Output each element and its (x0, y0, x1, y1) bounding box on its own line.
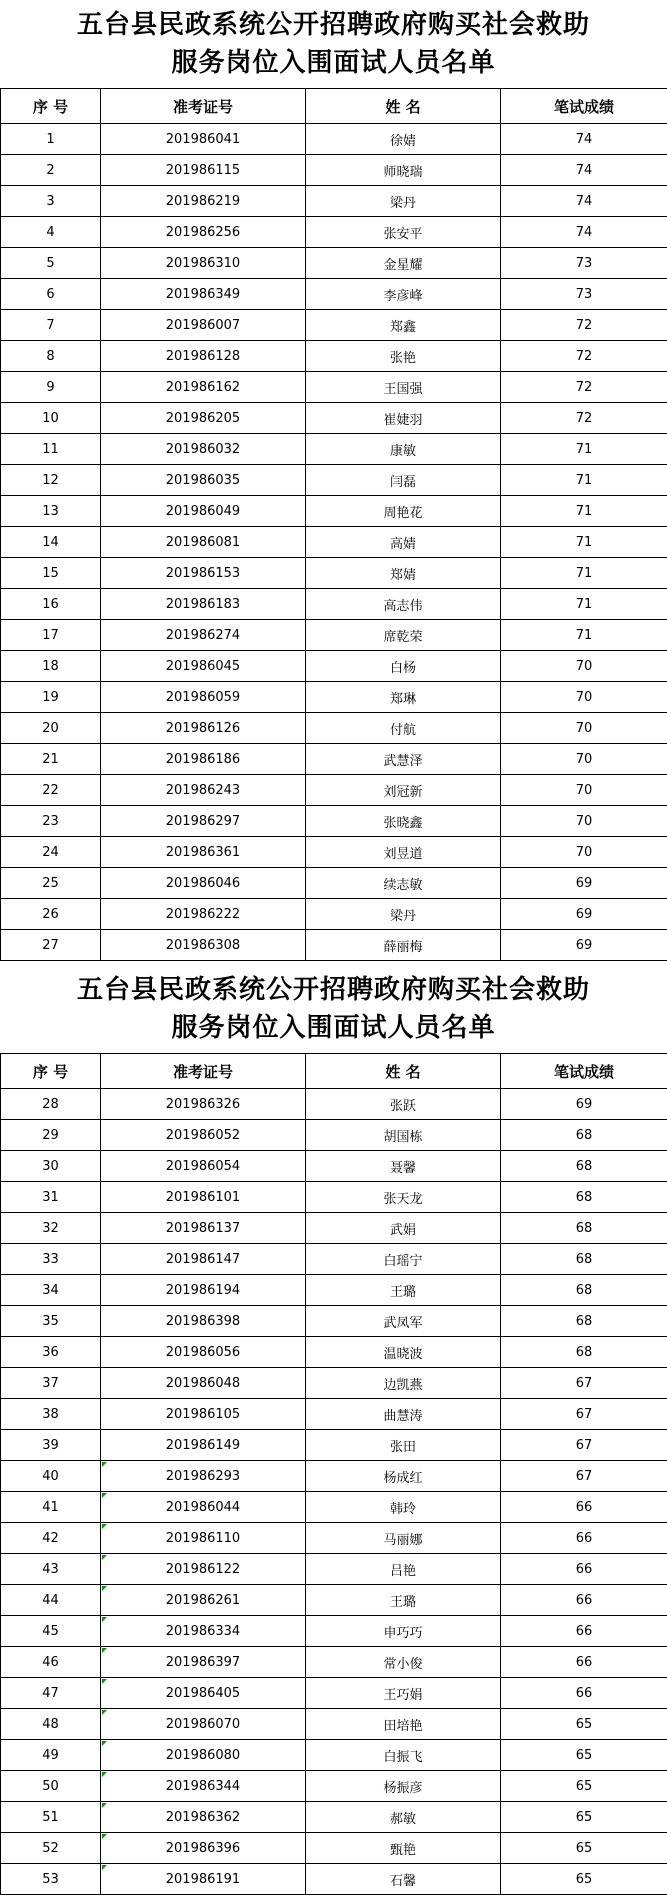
cell-name: 席乾荣 (306, 620, 501, 651)
header-exam-id: 准考证号 (101, 89, 306, 124)
cell-exam-id: 201986128 (101, 341, 306, 372)
document-title (0, 0, 667, 88)
header-exam-id: 准考证号 (101, 1054, 306, 1089)
table-row (1, 589, 667, 620)
cell-score: 70 (501, 651, 667, 682)
cell-seq: 15 (1, 558, 101, 589)
section-2 (0, 965, 667, 1895)
cell-seq: 8 (1, 341, 101, 372)
cell-exam-id: 201986297 (101, 806, 306, 837)
cell-seq: 27 (1, 930, 101, 961)
cell-exam-id: 201986256 (101, 217, 306, 248)
document-title (0, 965, 667, 1053)
cell-score: 72 (501, 372, 667, 403)
cell-name: 刘昱道 (306, 837, 501, 868)
cell-seq: 32 (1, 1213, 101, 1244)
table-row (1, 1492, 667, 1523)
cell-seq: 33 (1, 1244, 101, 1275)
cell-score: 72 (501, 341, 667, 372)
cell-seq: 23 (1, 806, 101, 837)
cell-seq: 25 (1, 868, 101, 899)
cell-exam-id: 201986126 (101, 713, 306, 744)
cell-score: 74 (501, 124, 667, 155)
cell-exam-id: 201986162 (101, 372, 306, 403)
cell-exam-id: 201986115 (101, 155, 306, 186)
cell-seq: 50 (1, 1771, 101, 1802)
cell-seq: 45 (1, 1616, 101, 1647)
cell-seq: 39 (1, 1430, 101, 1461)
cell-seq: 18 (1, 651, 101, 682)
cell-exam-id: 201986054 (101, 1151, 306, 1182)
cell-exam-id: 201986070 (101, 1709, 306, 1740)
cell-seq: 30 (1, 1151, 101, 1182)
cell-score: 66 (501, 1554, 667, 1585)
cell-name: 金星耀 (306, 248, 501, 279)
cell-seq: 44 (1, 1585, 101, 1616)
table-row (1, 1771, 667, 1802)
cell-score: 69 (501, 868, 667, 899)
cell-seq: 37 (1, 1368, 101, 1399)
cell-seq: 2 (1, 155, 101, 186)
cell-seq: 51 (1, 1802, 101, 1833)
cell-exam-id: 201986052 (101, 1120, 306, 1151)
cell-seq: 14 (1, 527, 101, 558)
cell-score: 67 (501, 1399, 667, 1430)
cell-name: 张艳 (306, 341, 501, 372)
cell-seq: 29 (1, 1120, 101, 1151)
cell-seq: 21 (1, 744, 101, 775)
cell-seq: 41 (1, 1492, 101, 1523)
cell-name: 李彦峰 (306, 279, 501, 310)
cell-score: 66 (501, 1492, 667, 1523)
table-row (1, 1399, 667, 1430)
cell-score: 67 (501, 1430, 667, 1461)
cell-name: 梁丹 (306, 186, 501, 217)
header-name: 姓 名 (306, 89, 501, 124)
table-row (1, 496, 667, 527)
cell-exam-id: 201986056 (101, 1337, 306, 1368)
cell-score: 71 (501, 589, 667, 620)
cell-name: 王巧娟 (306, 1678, 501, 1709)
title-line-1: 五台县民政系统公开招聘政府购买社会救助 (76, 975, 590, 1005)
table-row (1, 1089, 667, 1120)
cell-name: 康敏 (306, 434, 501, 465)
table-row (1, 1337, 667, 1368)
cell-score: 65 (501, 1802, 667, 1833)
table-row (1, 1709, 667, 1740)
cell-name: 崔婕羽 (306, 403, 501, 434)
header-name: 姓 名 (306, 1054, 501, 1089)
cell-exam-id: 201986274 (101, 620, 306, 651)
cell-score: 69 (501, 1089, 667, 1120)
table-row (1, 868, 667, 899)
cell-seq: 28 (1, 1089, 101, 1120)
cell-name: 边凯燕 (306, 1368, 501, 1399)
cell-score: 68 (501, 1182, 667, 1213)
cell-score: 71 (501, 465, 667, 496)
table-body (1, 124, 667, 961)
cell-name: 徐婧 (306, 124, 501, 155)
cell-score: 68 (501, 1120, 667, 1151)
table-row (1, 682, 667, 713)
cell-exam-id: 201986122 (101, 1554, 306, 1585)
cell-seq: 6 (1, 279, 101, 310)
cell-seq: 24 (1, 837, 101, 868)
cell-score: 68 (501, 1151, 667, 1182)
cell-exam-id: 201986194 (101, 1275, 306, 1306)
table-body (1, 1089, 667, 1895)
table-row (1, 1430, 667, 1461)
header-score: 笔试成绩 (501, 1054, 667, 1089)
cell-exam-id: 201986344 (101, 1771, 306, 1802)
cell-name: 武慧泽 (306, 744, 501, 775)
cell-score: 65 (501, 1864, 667, 1895)
cell-score: 68 (501, 1244, 667, 1275)
cell-score: 71 (501, 527, 667, 558)
cell-exam-id: 201986186 (101, 744, 306, 775)
cell-seq: 26 (1, 899, 101, 930)
cell-name: 王国强 (306, 372, 501, 403)
cell-name: 杨振彦 (306, 1771, 501, 1802)
cell-score: 66 (501, 1616, 667, 1647)
title-line-2: 服务岗位入围面试人员名单 (171, 1013, 496, 1043)
cell-exam-id: 201986046 (101, 868, 306, 899)
cell-name: 武娟 (306, 1213, 501, 1244)
table-row (1, 1802, 667, 1833)
cell-score: 66 (501, 1523, 667, 1554)
table-row (1, 1864, 667, 1895)
cell-seq: 13 (1, 496, 101, 527)
table-row (1, 403, 667, 434)
cell-name: 甄艳 (306, 1833, 501, 1864)
table-row (1, 1647, 667, 1678)
cell-exam-id: 201986398 (101, 1306, 306, 1337)
table-row (1, 620, 667, 651)
cell-seq: 47 (1, 1678, 101, 1709)
table-row (1, 155, 667, 186)
cell-seq: 9 (1, 372, 101, 403)
cell-score: 70 (501, 775, 667, 806)
table-row (1, 837, 667, 868)
title-line-1: 五台县民政系统公开招聘政府购买社会救助 (76, 10, 590, 40)
cell-seq: 11 (1, 434, 101, 465)
table-row (1, 372, 667, 403)
cell-exam-id: 201986326 (101, 1089, 306, 1120)
cell-score: 67 (501, 1368, 667, 1399)
cell-name: 武凤军 (306, 1306, 501, 1337)
header-seq: 序 号 (1, 89, 101, 124)
cell-score: 66 (501, 1647, 667, 1678)
table-row (1, 527, 667, 558)
cell-score: 71 (501, 620, 667, 651)
cell-score: 70 (501, 744, 667, 775)
cell-name: 白杨 (306, 651, 501, 682)
cell-seq: 3 (1, 186, 101, 217)
cell-name: 马丽娜 (306, 1523, 501, 1554)
cell-exam-id: 201986045 (101, 651, 306, 682)
cell-exam-id: 201986308 (101, 930, 306, 961)
cell-exam-id: 201986243 (101, 775, 306, 806)
cell-exam-id: 201986081 (101, 527, 306, 558)
table-row (1, 1554, 667, 1585)
cell-seq: 16 (1, 589, 101, 620)
table-row (1, 186, 667, 217)
cell-name: 张安平 (306, 217, 501, 248)
cell-name: 郝敏 (306, 1802, 501, 1833)
table-row (1, 1151, 667, 1182)
cell-exam-id: 201986041 (101, 124, 306, 155)
cell-exam-id: 201986397 (101, 1647, 306, 1678)
cell-seq: 7 (1, 310, 101, 341)
cell-exam-id: 201986310 (101, 248, 306, 279)
cell-exam-id: 201986153 (101, 558, 306, 589)
table-row (1, 651, 667, 682)
cell-seq: 48 (1, 1709, 101, 1740)
cell-seq: 38 (1, 1399, 101, 1430)
cell-exam-id: 201986035 (101, 465, 306, 496)
cell-name: 周艳花 (306, 496, 501, 527)
cell-name: 张跃 (306, 1089, 501, 1120)
cell-score: 70 (501, 806, 667, 837)
cell-score: 67 (501, 1461, 667, 1492)
cell-name: 梁丹 (306, 899, 501, 930)
table-row (1, 1275, 667, 1306)
table-row (1, 248, 667, 279)
candidate-table (0, 88, 667, 961)
cell-exam-id: 201986293 (101, 1461, 306, 1492)
cell-name: 张田 (306, 1430, 501, 1461)
cell-exam-id: 201986396 (101, 1833, 306, 1864)
table-row (1, 1523, 667, 1554)
cell-exam-id: 201986147 (101, 1244, 306, 1275)
cell-exam-id: 201986222 (101, 899, 306, 930)
cell-score: 71 (501, 434, 667, 465)
cell-exam-id: 201986049 (101, 496, 306, 527)
cell-name: 韩玲 (306, 1492, 501, 1523)
cell-score: 71 (501, 558, 667, 589)
cell-exam-id: 201986044 (101, 1492, 306, 1523)
cell-score: 68 (501, 1213, 667, 1244)
cell-exam-id: 201986048 (101, 1368, 306, 1399)
cell-exam-id: 201986110 (101, 1523, 306, 1554)
header-seq: 序 号 (1, 1054, 101, 1089)
cell-name: 闫磊 (306, 465, 501, 496)
cell-name: 郑琳 (306, 682, 501, 713)
table-row (1, 434, 667, 465)
cell-score: 69 (501, 930, 667, 961)
cell-name: 王璐 (306, 1585, 501, 1616)
cell-name: 王璐 (306, 1275, 501, 1306)
cell-score: 65 (501, 1833, 667, 1864)
cell-score: 70 (501, 682, 667, 713)
cell-name: 聂馨 (306, 1151, 501, 1182)
table-row (1, 1213, 667, 1244)
title-line-2: 服务岗位入围面试人员名单 (171, 48, 496, 78)
cell-name: 杨成红 (306, 1461, 501, 1492)
table-row (1, 899, 667, 930)
cell-name: 常小俊 (306, 1647, 501, 1678)
cell-exam-id: 201986059 (101, 682, 306, 713)
table-row (1, 217, 667, 248)
table-row (1, 341, 667, 372)
cell-exam-id: 201986149 (101, 1430, 306, 1461)
cell-exam-id: 201986205 (101, 403, 306, 434)
table-row (1, 558, 667, 589)
candidate-table (0, 1053, 667, 1895)
cell-seq: 35 (1, 1306, 101, 1337)
cell-seq: 10 (1, 403, 101, 434)
cell-name: 曲慧涛 (306, 1399, 501, 1430)
cell-name: 石馨 (306, 1864, 501, 1895)
cell-score: 65 (501, 1740, 667, 1771)
cell-exam-id: 201986405 (101, 1678, 306, 1709)
cell-name: 温晓波 (306, 1337, 501, 1368)
table-row (1, 1461, 667, 1492)
cell-score: 68 (501, 1337, 667, 1368)
table-row (1, 1678, 667, 1709)
cell-score: 66 (501, 1678, 667, 1709)
cell-name: 胡国栋 (306, 1120, 501, 1151)
table-row (1, 1368, 667, 1399)
cell-name: 薛丽梅 (306, 930, 501, 961)
cell-score: 73 (501, 279, 667, 310)
cell-score: 66 (501, 1585, 667, 1616)
cell-score: 74 (501, 186, 667, 217)
cell-seq: 31 (1, 1182, 101, 1213)
table-row (1, 1244, 667, 1275)
cell-seq: 52 (1, 1833, 101, 1864)
table-row (1, 775, 667, 806)
cell-exam-id: 201986101 (101, 1182, 306, 1213)
table-row (1, 713, 667, 744)
cell-seq: 49 (1, 1740, 101, 1771)
table-row (1, 806, 667, 837)
cell-score: 65 (501, 1771, 667, 1802)
cell-score: 74 (501, 155, 667, 186)
cell-seq: 5 (1, 248, 101, 279)
table-row (1, 279, 667, 310)
cell-score: 68 (501, 1306, 667, 1337)
cell-score: 73 (501, 248, 667, 279)
cell-exam-id: 201986361 (101, 837, 306, 868)
cell-seq: 42 (1, 1523, 101, 1554)
cell-score: 68 (501, 1275, 667, 1306)
cell-exam-id: 201986183 (101, 589, 306, 620)
cell-seq: 53 (1, 1864, 101, 1895)
header-row (1, 89, 667, 124)
cell-score: 74 (501, 217, 667, 248)
cell-name: 白振飞 (306, 1740, 501, 1771)
cell-seq: 17 (1, 620, 101, 651)
cell-exam-id: 201986261 (101, 1585, 306, 1616)
cell-name: 郑婧 (306, 558, 501, 589)
cell-exam-id: 201986007 (101, 310, 306, 341)
table-row (1, 1616, 667, 1647)
cell-exam-id: 201986334 (101, 1616, 306, 1647)
table-row (1, 744, 667, 775)
cell-seq: 46 (1, 1647, 101, 1678)
table-row (1, 310, 667, 341)
cell-score: 70 (501, 837, 667, 868)
cell-exam-id: 201986137 (101, 1213, 306, 1244)
cell-name: 张晓鑫 (306, 806, 501, 837)
cell-exam-id: 201986362 (101, 1802, 306, 1833)
cell-exam-id: 201986219 (101, 186, 306, 217)
cell-exam-id: 201986349 (101, 279, 306, 310)
cell-seq: 40 (1, 1461, 101, 1492)
cell-seq: 19 (1, 682, 101, 713)
header-row (1, 1054, 667, 1089)
cell-seq: 20 (1, 713, 101, 744)
cell-score: 72 (501, 403, 667, 434)
cell-exam-id: 201986105 (101, 1399, 306, 1430)
cell-score: 71 (501, 496, 667, 527)
cell-name: 白瑶宁 (306, 1244, 501, 1275)
cell-name: 刘冠新 (306, 775, 501, 806)
table-row (1, 124, 667, 155)
cell-seq: 1 (1, 124, 101, 155)
header-score: 笔试成绩 (501, 89, 667, 124)
cell-exam-id: 201986191 (101, 1864, 306, 1895)
cell-seq: 22 (1, 775, 101, 806)
table-row (1, 930, 667, 961)
table-row (1, 1585, 667, 1616)
cell-score: 69 (501, 899, 667, 930)
cell-seq: 34 (1, 1275, 101, 1306)
cell-name: 师晓瑞 (306, 155, 501, 186)
table-row (1, 1182, 667, 1213)
table-row (1, 465, 667, 496)
cell-name: 吕艳 (306, 1554, 501, 1585)
cell-name: 田培艳 (306, 1709, 501, 1740)
cell-score: 72 (501, 310, 667, 341)
cell-name: 付航 (306, 713, 501, 744)
cell-seq: 4 (1, 217, 101, 248)
cell-seq: 12 (1, 465, 101, 496)
cell-name: 申巧巧 (306, 1616, 501, 1647)
table-row (1, 1306, 667, 1337)
cell-score: 70 (501, 713, 667, 744)
cell-name: 张天龙 (306, 1182, 501, 1213)
cell-seq: 36 (1, 1337, 101, 1368)
cell-name: 续志敏 (306, 868, 501, 899)
table-row (1, 1120, 667, 1151)
cell-exam-id: 201986032 (101, 434, 306, 465)
cell-name: 高志伟 (306, 589, 501, 620)
cell-seq: 43 (1, 1554, 101, 1585)
cell-name: 郑鑫 (306, 310, 501, 341)
table-row (1, 1740, 667, 1771)
cell-name: 高婧 (306, 527, 501, 558)
cell-score: 65 (501, 1709, 667, 1740)
table-row (1, 1833, 667, 1864)
cell-exam-id: 201986080 (101, 1740, 306, 1771)
